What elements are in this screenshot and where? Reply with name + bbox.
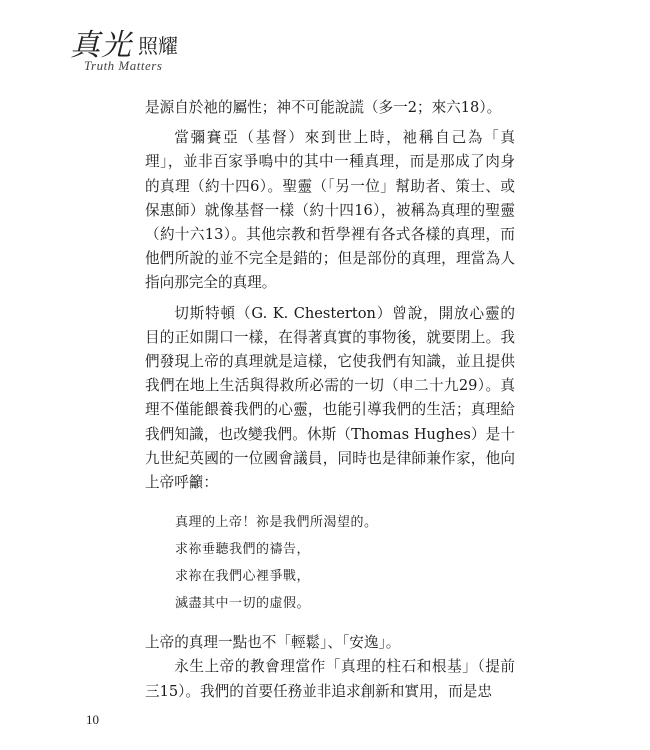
poem-line: 真理的上帝！祢是我們所渴望的。 <box>175 515 378 531</box>
paragraph: 當彌賽亞（基督）來到世上時，祂稱自己為「真理」，並非百家爭鳴中的其中一種真理，而是那成了肉身的真理（約十四6）。聖靈（「另一位」幫助者、策士、或保惠師）就像基督一樣（約十四16），被稱為真理的聖靈（約十六13）。其他宗教和哲學裡有各式各樣的真理，而他們所說的並不完全是錯的；但是部份的真理，理當為人指向那完全的真理。 <box>145 129 515 292</box>
page-body <box>145 96 515 704</box>
quoted-prayer <box>145 509 515 617</box>
paragraph: 上帝的真理一點也不「輕鬆」、「安逸」。 <box>145 634 401 652</box>
logo-title-cn: 真光 <box>70 28 132 63</box>
logo-title-cn-sub: 照耀 <box>138 34 178 58</box>
poem-line: 求祢在我們心裡爭戰， <box>175 569 311 585</box>
logo-title-en: Truth Matters <box>84 58 163 73</box>
book-logo <box>70 20 240 80</box>
poem-line: 滅盡其中一切的虛假。 <box>175 596 311 612</box>
poem-line: 求祢垂聽我們的禱告， <box>175 542 311 558</box>
paragraph: 切斯特頓（G. K. Chesterton）曾說，開放心靈的目的正如開口一樣，在得著真實的事物後，就要閉上。我們發現上帝的真理就是這樣，它使我們有知識，並且提供我們在地上生活與得救所必需的一切（申二十九29）。真理不僅能餵養我們的心靈，也能引導我們的生活；真理給我們知識，也改變我們。休斯（Thomas Hughes）是十九世紀英國的一位國會議員，同時也是律師兼作家，他向上帝呼籲： <box>145 304 515 492</box>
page-number: 10 <box>86 712 99 727</box>
paragraph: 是源自於祂的屬性；神不可能說謊（多一2；來六18）。 <box>145 99 502 116</box>
paragraph: 永生上帝的教會理當作「真理的柱石和根基」（提前三15）。我們的首要任務並非追求創新和實用，而是忠 <box>145 658 515 700</box>
